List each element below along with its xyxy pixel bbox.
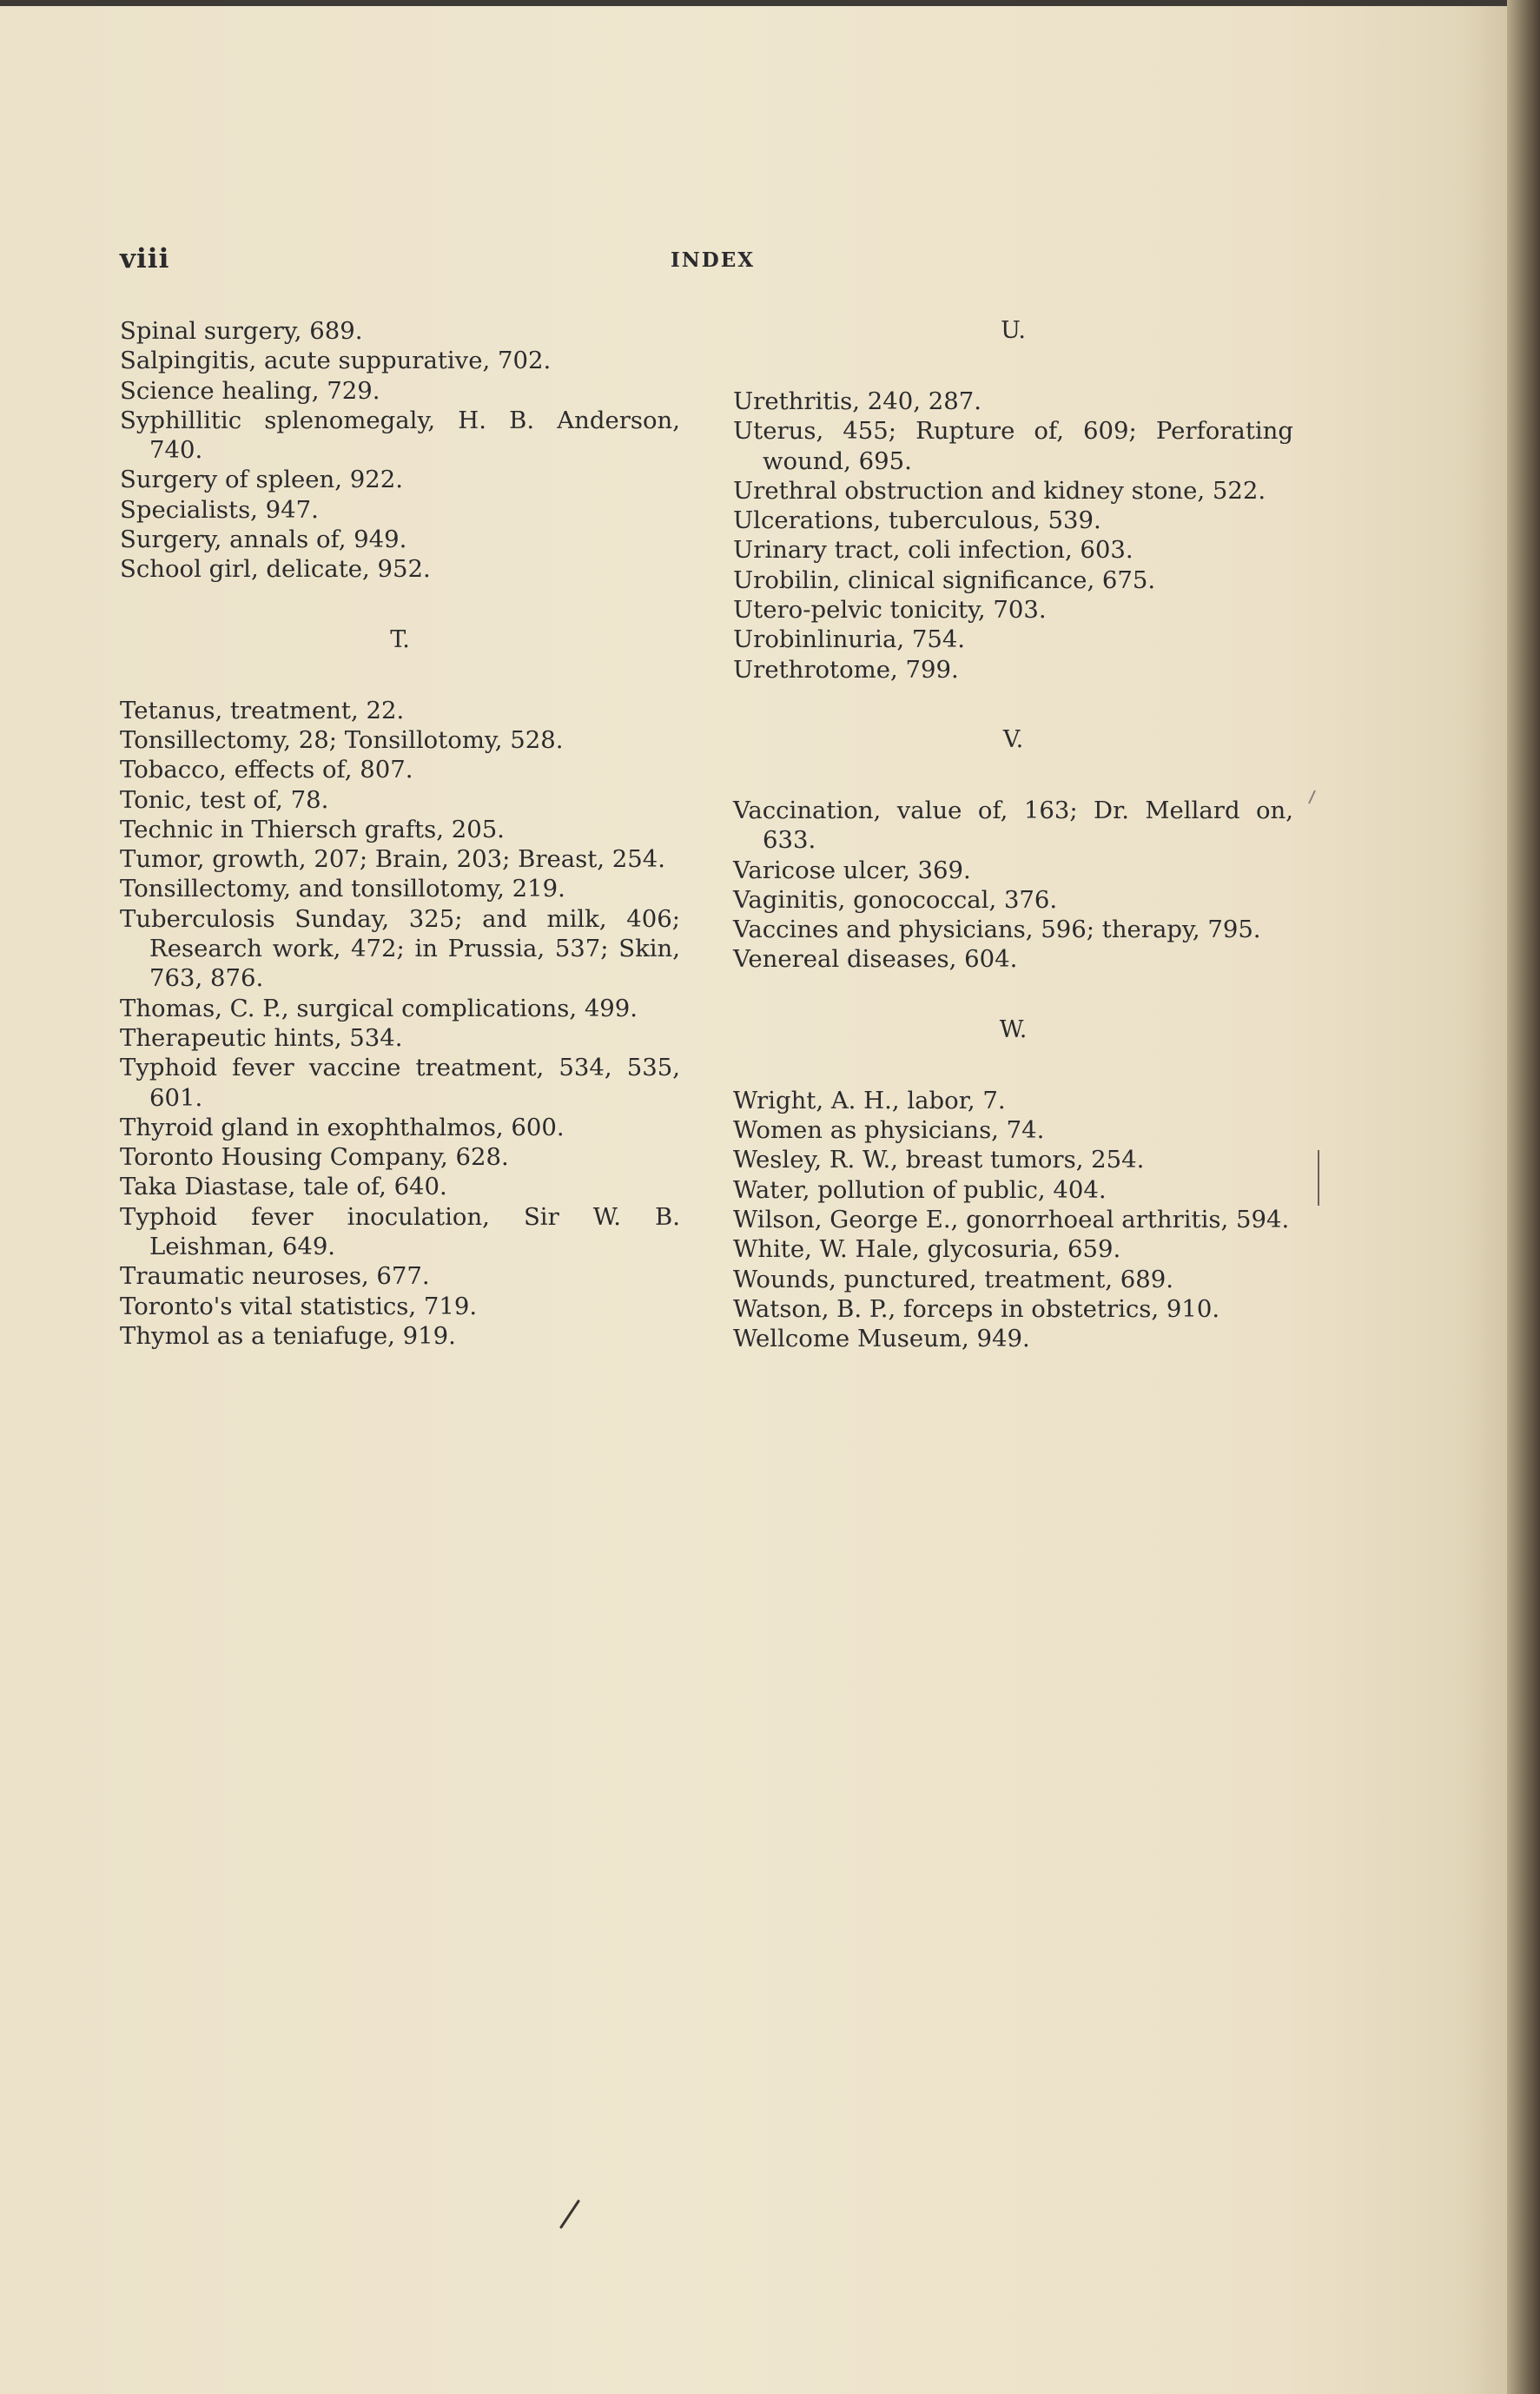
index-entry: Women as physicians, 74. [733, 1116, 1045, 1145]
pencil-slash-mark [1306, 789, 1317, 806]
index-entry: Therapeutic hints, 534. [120, 1023, 403, 1052]
running-head [0, 243, 1507, 278]
index-entry: Technic in Thiersch grafts, 205. [120, 815, 505, 843]
index-entry: Tetanus, treatment, 22. [120, 696, 405, 724]
index-entry: Urethral obstruction and kidney stone, 522. [733, 476, 1266, 505]
index-column-right [733, 316, 1293, 1353]
index-entry: Toronto's vital statistics, 719. [120, 1292, 478, 1320]
index-entry: Wesley, R. W., breast tumors, 254. [733, 1146, 1145, 1174]
index-entry: School girl, delicate, 952. [120, 555, 431, 584]
index-entry: Tonic, test of, 78. [120, 785, 329, 814]
index-entry: Specialists, 947. [120, 495, 319, 524]
index-entry: Wounds, punctured, treatment, 689. [733, 1265, 1174, 1293]
index-entry: Taka Diastase, tale of, 640. [120, 1173, 447, 1201]
section-heading-u: U. [1001, 317, 1026, 344]
pencil-tick-mark [556, 2198, 582, 2232]
index-section-w [733, 1086, 1293, 1354]
index-entry: Surgery of spleen, 922. [120, 466, 403, 494]
section-heading-v: V. [1002, 725, 1024, 753]
index-entry: Vaccination, value of, 163; Dr. Mellard on, 633. [733, 796, 1293, 855]
index-entry: Thomas, C. P., surgical complications, 499. [120, 994, 638, 1022]
index-section-v [733, 796, 1293, 975]
index-entry: Utero-pelvic tonicity, 703. [733, 596, 1047, 625]
index-entry: Venereal diseases, 604. [733, 945, 1018, 974]
index-entry: Water, pollution of public, 404. [733, 1175, 1107, 1204]
index-entry: Vaccines and physicians, 596; therapy, 795. [733, 916, 1261, 944]
section-heading-t: T. [390, 625, 410, 653]
index-entry: Spinal surgery, 689. [120, 317, 363, 345]
index-entry: Tuberculosis Sunday, 325; and milk, 406; Research work, 472; in Prussia, 537; Skin, 763, 876. [120, 904, 680, 993]
index-entry: Urobinlinuria, 754. [733, 625, 966, 654]
index-entry: Toronto Housing Company, 628. [120, 1143, 509, 1172]
index-entry: Tobacco, effects of, 807. [120, 756, 413, 784]
page-number: viii [120, 243, 170, 274]
index-entry: Tonsillectomy, 28; Tonsillotomy, 528. [120, 725, 564, 754]
index-entry: Thyroid gland in exophthalmos, 600. [120, 1113, 565, 1141]
index-entry: Science healing, 729. [120, 376, 380, 405]
index-entry: Watson, B. P., forceps in obstetrics, 910. [733, 1294, 1220, 1323]
index-column-left [120, 316, 680, 1351]
index-entry: Typhoid fever inoculation, Sir W. B. Leishman, 649. [120, 1202, 680, 1261]
index-entry: Tumor, growth, 207; Brain, 203; Breast, 254. [120, 845, 666, 874]
page-gutter-edge [1507, 0, 1540, 2394]
index-entry: Varicose ulcer, 369. [733, 856, 971, 884]
index-entry: Vaginitis, gonococcal, 376. [733, 885, 1058, 914]
index-entry: Wright, A. H., labor, 7. [733, 1086, 1006, 1114]
index-entry: Urinary tract, coli infection, 603. [733, 536, 1134, 565]
index-section-u [733, 387, 1293, 684]
index-entry: Salpingitis, acute suppurative, 702. [120, 347, 552, 375]
index-entry: Typhoid fever vaccine treatment, 534, 535, 601. [120, 1054, 680, 1112]
index-section-t [120, 696, 680, 1352]
index-entry: Tonsillectomy, and tonsillotomy, 219. [120, 875, 565, 903]
index-section-s-continued [120, 316, 680, 585]
section-heading-w: W. [999, 1015, 1028, 1043]
index-entry: Ulcerations, tuberculous, 539. [733, 506, 1101, 535]
index-entry: Wellcome Museum, 949. [733, 1325, 1030, 1353]
index-entry: Uterus, 455; Rupture of, 609; Perforating wound, 695. [733, 417, 1293, 475]
index-entry: Urethritis, 240, 287. [733, 387, 982, 415]
page-title: INDEX [671, 248, 756, 272]
index-entry: Urethrotome, 799. [733, 655, 959, 684]
index-entry: Traumatic neuroses, 677. [120, 1262, 430, 1291]
index-entry: Surgery, annals of, 949. [120, 526, 407, 554]
index-entry: Thymol as a teniafuge, 919. [120, 1321, 456, 1350]
index-entry: Urobilin, clinical significance, 675. [733, 565, 1156, 594]
page-top-edge [0, 0, 1507, 6]
pencil-line-mark [1315, 1148, 1322, 1209]
index-entry: Syphillitic splenomegaly, H. B. Anderson, 740. [120, 406, 680, 465]
index-entry: White, W. Hale, glycosuria, 659. [733, 1235, 1121, 1264]
index-entry: Wilson, George E., gonorrhoeal arthritis, 594. [733, 1205, 1290, 1233]
